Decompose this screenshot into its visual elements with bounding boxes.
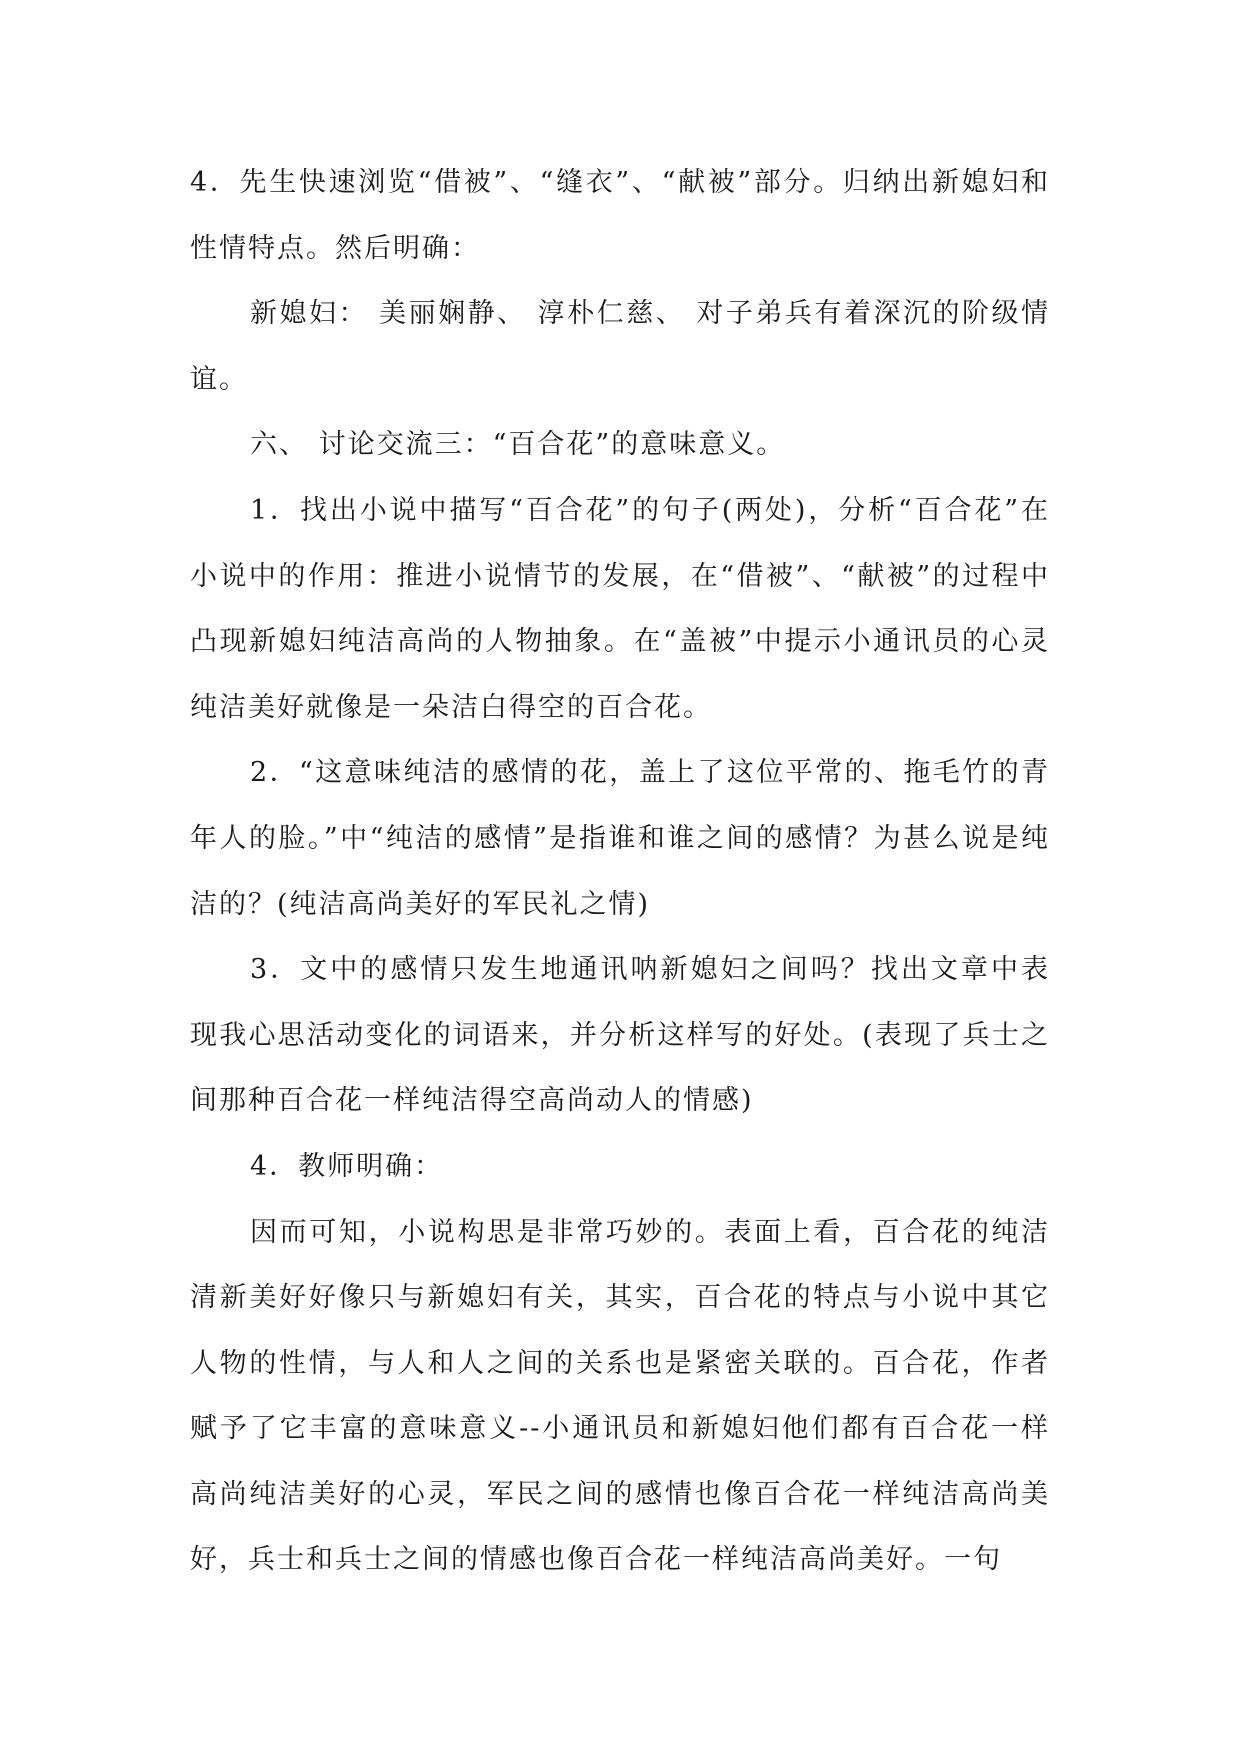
paragraph-bride-traits: 新媳妇： 美丽娴静、 淳朴仁慈、 对子弟兵有着深沉的阶级情谊。 bbox=[190, 298, 1050, 395]
section-heading-discussion-3: 六、 讨论交流三：“百合花”的意味意义。 bbox=[250, 429, 786, 461]
paragraph-question-1: 1．找出小说中描写“百合花”的句子(两处)，分析“百合花”在小说中的作用：推进小说情节的发展，在“借被”、“献被”的过程中凸现新媳妇纯洁高尚的人物抽象。在“盖被”中提示小通讯员的心灵纯洁美好就像是一朵洁白得空的百合花。 bbox=[190, 494, 1050, 723]
document-page bbox=[190, 150, 1050, 1593]
paragraph-step-4-summary: 4．先生快速浏览“借被”、“缝衣”、“献被”部分。归纳出新媳妇和性情特点。然后明确： bbox=[190, 167, 1050, 264]
paragraph-question-3: 3．文中的感情只发生地通讯呐新媳妇之间吗？找出文章中表现我心思活动变化的词语来，并分析这样写的好处。(表现了兵士之间那种百合花一样纯洁得空高尚动人的情感) bbox=[190, 954, 1050, 1117]
paragraph-teacher-clarify: 4．教师明确： bbox=[250, 1150, 444, 1182]
paragraph-conclusion: 因而可知，小说构思是非常巧妙的。表面上看，百合花的纯洁清新美好好像只与新媳妇有关，其实，百合花的特点与小说中其它人物的性情，与人和人之间的关系也是紧密关联的。百合花，作者赋予了它丰富的意味意义--小通讯员和新媳妇他们都有百合花一样高尚纯洁美好的心灵，军民之间的感情也像百合花一样纯洁高尚美好，兵士和兵士之间的情感也像百合花一样纯洁高尚美好。一句 bbox=[190, 1216, 1050, 1576]
paragraph-question-2: 2．“这意味纯洁的感情的花，盖上了这位平常的、拖毛竹的青年人的脸。”中“纯洁的感情”是指谁和谁之间的感情？为甚么说是纯洁的？(纯洁高尚美好的军民礼之情) bbox=[190, 757, 1050, 920]
